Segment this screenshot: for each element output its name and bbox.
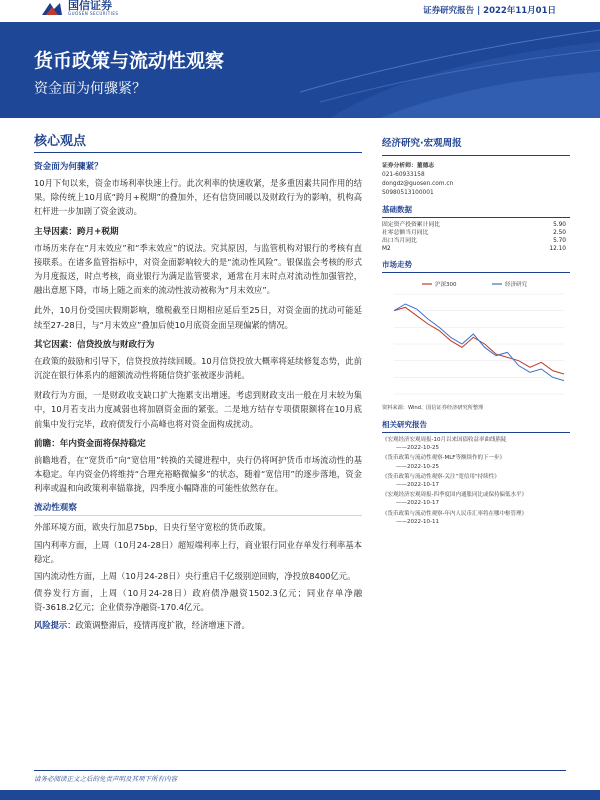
section-1-para: 10月下旬以来，资金市场利率快速上行。此次利率的快速收紧，是多重因素共同作用的结果。除传统上10月底“跨月+税期”的叠加外，还有信贷回暖以及财政行为的影响，机构高杠杆进一步加剧了资金波动。 — [34, 178, 362, 217]
basic-data-row: 固定资产投资累计同比 5.90 — [382, 222, 566, 228]
section-4-para: 前瞻地看，在“宽货币”向“宽信用”转换的关键进程中，央行仍将呵护货币市场流动性的基本稳定。年内资金仍将维持“合理充裕略微偏多”的状态，随着“宽信用”的逐步落地，资金利率或温和向政策利率锚靠拢，四季度小幅降准的可能性依然存在。 — [34, 454, 362, 494]
report-tag: 证券研究报告 | 2022年11月01日 — [423, 6, 556, 16]
market-trend-chart — [382, 276, 570, 404]
basic-data-title: 基础数据 — [382, 204, 570, 218]
analyst-phone: 021-60933158 — [382, 172, 425, 178]
main-column — [34, 130, 362, 638]
series-line-research — [394, 304, 564, 381]
section-title-1: 资金面为何骤紧？ — [34, 162, 103, 172]
related-reports-list — [382, 436, 570, 526]
risk-note — [34, 618, 362, 632]
footer-disclaimer: 请务必阅读正文之后的免责声明及其项下所有内容 — [34, 770, 566, 783]
risk-label: 风险提示： — [34, 619, 76, 630]
report-title: 货币政策与流动性观察 — [34, 50, 225, 72]
liquidity-domestic: 国内流动性方面，上周（10月24-28日）央行重启千亿级别逆回购，净投放8400亿元。 — [34, 571, 356, 582]
section-2-para-2: 此外，10月份受国庆假期影响，缴税截至日期相应延后至25日，对资金面的扰动可能延续至27-28日，与“月末效应”叠加后使10月底资金面呈现偏紧的情况。 — [34, 305, 362, 330]
guosen-logo-icon — [40, 1, 64, 17]
section-3-para-2: 财政行为方面，一是财政收支缺口扩大拖累支出增速。考虑到财政支出一般在月末较为集中，10月若支出力度减弱也将加剧资金面的紧张。二是地方结存专项债限额将在10月底前集中发行完毕，政府债发行小高峰也将对资金面构成扰动。 — [34, 390, 362, 429]
related-report[interactable]: 《货币政策与流动性观察-MLF等额续作的下一步》 ——2022-10-25 — [382, 455, 505, 470]
analyst-line — [382, 162, 570, 171]
section-title-5: 流动性观察 — [34, 501, 362, 516]
footer-bar — [0, 790, 600, 800]
analyst-email[interactable]: dongdz@guosen.com.cn — [382, 181, 454, 187]
logo — [40, 0, 118, 17]
basic-data-row: 出口当月同比 5.70 — [382, 238, 566, 244]
section-3-para-1: 在政策的鼓励和引导下，信贷投放持续回暖。10月信贷投放大概率将延续修复态势，此前沉淀在银行体系内的超额流动性将随信贷扩张被逐步消耗。 — [34, 355, 362, 381]
basic-data-table — [382, 221, 570, 253]
related-report[interactable]: 《货币政策与流动性观察-年内人民币汇率将在哪中枢管理》 ——2022-10-11 — [382, 510, 527, 525]
analyst-label: 证券分析师： — [382, 163, 417, 169]
section-2-para-1: 市场历来存在“月末效应”和“季末效应”的说法。究其原因，与监管机构对银行的考核有直接联系。在诸多监管指标中，对资金面影响较大的是“流动性风险”。银保监会考核的形式为月度报送，时点考核，商业银行为满足监管要求，通常在月末时点对流动性加强管控，融出意愿下降，市场上随之而来的流动性波动被称为“月末效应”。 — [34, 242, 362, 296]
liquidity-external: 外部环境方面，欧央行加息75bp，日央行坚守宽松的货币政策。 — [34, 522, 271, 533]
analyst-name: 董德志 — [416, 163, 435, 169]
section-title-3: 其它因素：信贷投放与财政行为 — [34, 339, 155, 350]
risk-text: 政策调整滞后，疫情再度扩散，经济增速下滑。 — [75, 619, 250, 630]
sidebar — [382, 135, 570, 528]
core-title: 核心观点 — [34, 130, 362, 153]
analyst-license: S0980513100001 — [382, 190, 434, 196]
sidebar-divider — [382, 155, 570, 156]
legend-label: 经济研究 — [505, 282, 528, 288]
trend-chart-svg — [382, 276, 570, 404]
basic-data-row: 社零总额当月同比 2.50 — [382, 230, 566, 236]
title-banner — [0, 22, 600, 118]
logo-cn: 国信证券 — [68, 0, 112, 12]
related-reports-title: 相关研究报告 — [382, 419, 570, 433]
logo-en: GUOSEN SECURITIES — [68, 11, 119, 16]
liquidity-bonds: 债券发行方面，上周（10月24-28日）政府债净融资1502.3亿元；同业存单净融资-3618.2亿元；企业债券净融资-170.4亿元。 — [34, 588, 362, 613]
related-report[interactable]: 《货币政策与流动性观察-关注“宽信用”持续性》 ——2022-10-17 — [382, 473, 500, 489]
section-title-2: 主导因素：跨月+税期 — [34, 226, 119, 237]
sidebar-title: 经济研究·宏观周报 — [382, 138, 462, 149]
liquidity-rates: 国内利率方面，上周（10月24-28日）超短端利率上行，商业银行同业存单发行利率基本稳定。 — [34, 539, 362, 564]
related-report[interactable]: 《宏观经济宏观周报-10月以来国债收益率曲线熊陡 ——2022-10-25 — [382, 437, 507, 452]
market-trend-title: 市场走势 — [382, 259, 570, 273]
chart-source: 资料来源：Wind、国信证券经济研究所整理 — [382, 405, 484, 411]
legend-label: 沪深300 — [435, 282, 457, 288]
section-title-4: 前瞻：年内资金面将保持稳定 — [34, 438, 146, 449]
report-subtitle: 资金面为何骤紧？ — [34, 81, 146, 97]
related-report[interactable]: 《宏观经济宏观周报-四季度国内通胀同比或保持偏低水平》 ——2022-10-17 — [382, 492, 527, 507]
top-bar — [0, 0, 600, 22]
basic-data-row: M2 12.10 — [382, 246, 566, 252]
